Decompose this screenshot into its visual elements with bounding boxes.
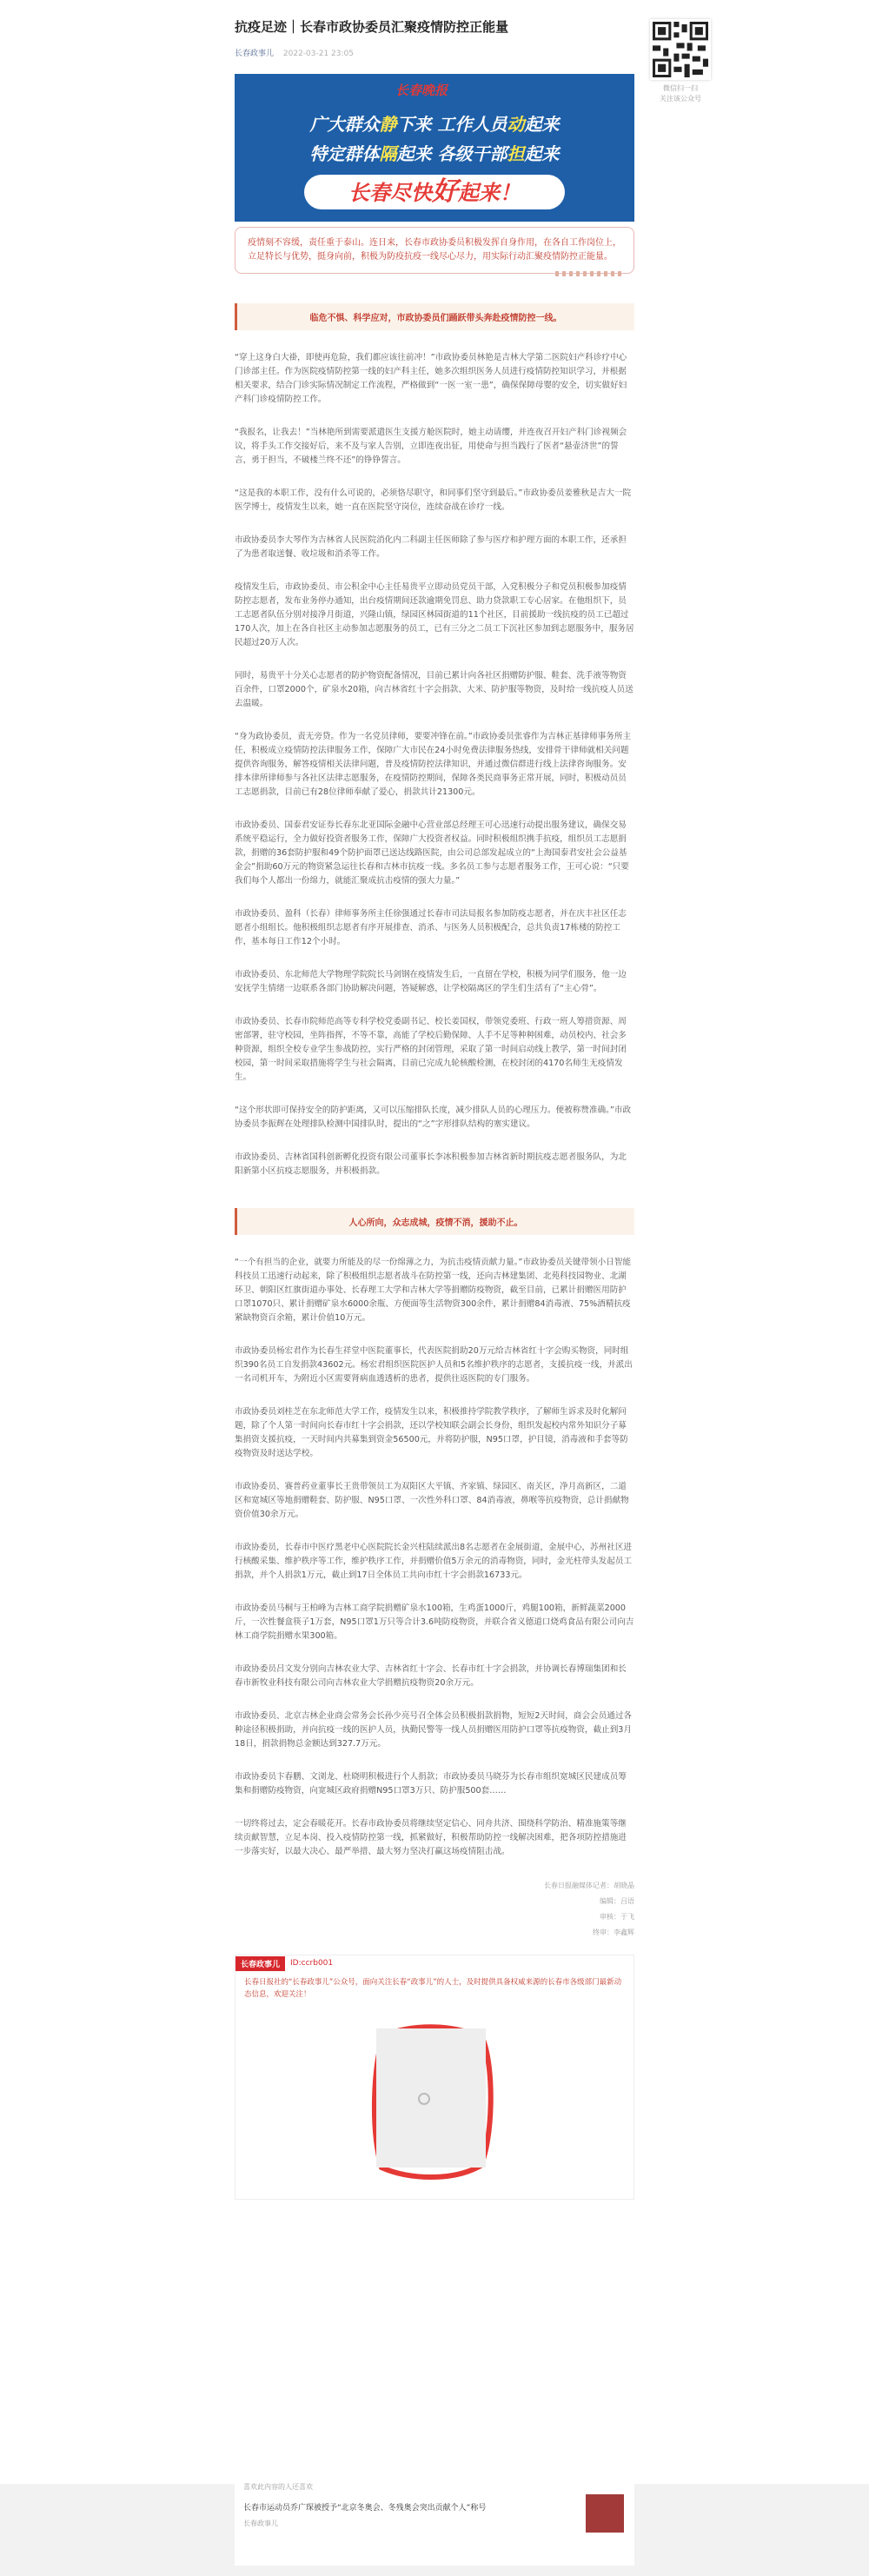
- banner-highlight: 好: [432, 176, 458, 207]
- paragraph: “身为政协委员，责无旁贷。作为一名党员律师，要要冲锋在前。”市政协委员张睿作为吉林正基律师事务所主任，积极成立疫情防控法律服务工作，保障广大市民在24小时免费法律服务热线，安排骨干律师就相关问题提供咨询服务，解答疫情相关法律问题，普及疫情防控法律知识，并通过微信群进行线上法律咨询服务。安排本律所律师参与各社区法律志愿服务，在疫情防控期间，保障各类民商事务正常开展，同时，积极动员员工志愿捐款，目前已有28位律师奉献了爱心，捐款共计21300元。: [235, 732, 632, 797]
- paragraph: 市政协委员、北京吉林企业商会常务会长孙少亮号召全体会员积极捐款捐物，短短2天时间，商会会员通过各种途径积极捐助，并向抗疫一线的医护人员，执勤民警等一线人员捐赠医用防护口罩等抗疫物资，截止到3月18日，捐款捐物总金额达到327.7万元。: [235, 1711, 633, 1749]
- banner-text: 起来: [524, 143, 560, 164]
- section-heading-1: 临危不惧、科学应对，市政协委员们踊跃带头奔赴疫情防控一线。: [235, 303, 634, 330]
- banner-text: 长春尽快: [348, 181, 432, 205]
- qr-code-icon[interactable]: [650, 19, 711, 80]
- banner-highlight: 隔: [379, 143, 397, 164]
- paragraph: 市政协委员马桐与王柏峰为吉林工商学院捐赠矿泉水100箱，生鸡蛋1000斤，鸡腿100箱，新鲜蔬菜2000斤，一次性餐盒筷子1万套，N95口罩1万只等合计3.6吨防疫物资，并联合省义德道口烧鸡食品有限公司向吉林工商学院捐赠水果300箱。: [235, 1603, 634, 1641]
- paragraph: “这个形状即可保持安全的防护距离，又可以压缩排队长度，减少排队人员的心理压力。便被称赞准确。”市政协委员李振辉在处理排队检测中国排队时，提出的“之”字形排队结构的塞实建议。: [235, 1105, 632, 1129]
- paragraph: 市政协委员、吉林省国科创新孵化投资有限公司董事长李冰积极参加吉林省新时期抗疫志愿者服务队，为北阳新第小区抗疫志愿服务，并积极捐款。: [235, 1152, 627, 1176]
- credit-editor: 编辑：吕语: [600, 1897, 634, 1905]
- section-1-body: [235, 351, 634, 1178]
- paragraph: 疫情发生后，市政协委员、市公积金中心主任易贵平立即动员党员干部，入党积极分子和党员积极参加疫情防控志愿者，发布业务停办通知，出台疫情期间还款逾期免罚息、助力贷款职工专心居家。在他组织下，员工志愿者队伍分别对接净月街道，兴隆山镇，绿园区林园街道的11个社区，目前援助一线抗疫的员工已超过170人次，加上在各自社区主动参加志愿服务的员工，已有三分之二员工下沉社区参加到志愿服务中，服务居民超过20万人次。: [235, 582, 634, 647]
- related-title-link[interactable]: 长春市运动员乔广琛被授予“北京冬奥会、冬残奥会突出贡献个人”称号: [243, 2504, 487, 2513]
- banner-text: 起来！: [458, 181, 521, 205]
- credit-review: 审核：于飞: [600, 1913, 634, 1921]
- credit-source: 长春日报融媒体记者：胡晓晶: [544, 1882, 634, 1889]
- card-qr-code[interactable]: [366, 2018, 496, 2183]
- banner-line-3: [304, 175, 565, 209]
- account-promo-card: [235, 1955, 634, 2200]
- banner-text: 特定群体: [309, 143, 380, 164]
- banner-highlight: 动: [507, 114, 525, 135]
- banner-logo: 长春晚报: [395, 83, 448, 98]
- paragraph: 市政协委员卞春鹏、文浏龙、杜晓明积极进行个人捐款；市政协委员马晓芬为长春市组织宽城区民建成员筹集和捐赠防疫物资，向宽城区政府捐赠N95口罩3万只、防护服500套……: [235, 1772, 627, 1796]
- section-2-body: [235, 1256, 634, 1859]
- paragraph: 市政协委员、长春市院师范高等专科学校党委副书记、校长姜国权，带领党委班、行政一班人筹措资源、周密部署，驻守校园，坐阵指挥，不等不靠，高能了学校后勤保障、人手不足等种种困难，动员校内、社会多种资源，组织全校专业学生参战防控，实行严格的封闭管理，采取了第一时间启动线上教学，第一时间封闭校园，第一时间采取措施将学生与社会隔离，目前已完成九轮核酸检测，在校封闭的4170名师生无疫情发生。: [235, 1017, 627, 1082]
- publish-date: 2022-03-21 23:05: [282, 50, 354, 58]
- paragraph: 市政协委员、赛普药业董事长王贵带领员工为双阳区大平镇、齐家镇、绿园区、南关区，净月高新区，二道区和宽城区等地捐赠鞋套、防护服、N95口罩、一次性外科口罩、84消毒液，鼻喉等抗疫物资，总计捐献物资价值30余万元。: [235, 1482, 629, 1519]
- related-thumbnail[interactable]: [586, 2494, 624, 2533]
- paragraph: “穿上这身白大褂，即使再危险，我们都应该往前冲！”市政协委员林艳是吉林大学第二医院妇产科诊疗中心门诊部主任。作为医院疫情防控第一线的妇产科主任，她多次组织医务人员进行疫情防控知识学习，并根据相关要求，结合门诊实际情况制定工作流程，严格做到“一医一室一患”，确保保障母婴的安全，切实做好妇产科门诊疫情防控工作。: [235, 353, 627, 404]
- paragraph: 同时，易贵平十分关心志愿者的防护物资配备情况，目前已累计向各社区捐赠防护服、鞋套、洗手液等物资百余件，口罩2000个，矿泉水20箱，向吉林省红十字会捐款、大米、防护服等物资，及时给一线抗疫人员送去温暖。: [235, 671, 634, 708]
- article-meta: [235, 47, 634, 58]
- paragraph: 市政协委员杨宏君作为长春生祥堂中医院董事长，代表医院捐助20万元给吉林省红十字会购买物资，同时组织390名员工自发捐款43602元。杨宏君组织医院医护人员和5名维护秩序的志愿者，支援抗疫一线，并派出一名司机开车，为附近小区需要肾病血透透析的患者，提供往返医院的专门服务。: [235, 1346, 633, 1384]
- paragraph: 市政协委员、盈科（长春）律师事务所主任徐强通过长春市司法局报名参加防疫志愿者，并在庆丰社区任志愿者小组组长。他积极组织志愿者有序开展排查、消杀、与医务人员积极配合，总共负责17栋楼的防控工作，基本每日工作12个小时。: [235, 909, 627, 946]
- qr-placeholder: [376, 2028, 486, 2168]
- banner-text: 起来 各级干部: [396, 143, 507, 164]
- card-account-id: ID:ccrb001: [290, 1959, 334, 1968]
- banner-line-2: [245, 140, 624, 165]
- intro-text: 疫情刻不容缓，责任重于泰山。连日来，长春市政协委员积极发挥自身作用，在各自工作岗位上，立足特长与优势，挺身向前，积极为防疫抗疫一线尽心尽力，用实际行动汇聚疫情防控正能量。: [248, 238, 621, 262]
- article: [235, 17, 634, 2200]
- article-credits: [235, 1878, 634, 1941]
- account-name-link[interactable]: 长春政事儿: [235, 50, 275, 58]
- paragraph: 市政协委员吕文发分别向吉林农业大学、吉林省红十字会、长春市红十字会捐款，并协调长春博瑞集团和长春市新牧业科技有限公司向吉林农业大学捐赠抗疫物资20余万元。: [235, 1664, 627, 1688]
- banner-line-1: [245, 110, 624, 136]
- banner-highlight: 担: [507, 143, 525, 164]
- paragraph: 市政协委员，长春市中医疗黑老中心医院院长金兴柱陆续派出8名志愿者在金展街道，金展中心，苏州社区进行核酸采集、维护秩序等工作，维护秩序工作，并捐赠价值5万余元的消毒物资，同时，金光柱带头发起员工捐款，并个人捐款1万元，截止到17日全体员工共向市红十字会捐款16733元。: [235, 1543, 633, 1580]
- paragraph: 市政协委员、东北师范大学物理学院院长马剑钢在疫情发生后，一直留在学校，积极为同学们服务，他一边安抚学生情绪一边联系各部门协助解决问题，答疑解惑，让学校隔离区的学生们生活有了“主心骨”。: [235, 970, 627, 993]
- qr-caption-2: 关注该公众号: [660, 95, 701, 103]
- banner-highlight: 静: [379, 114, 397, 135]
- article-title: 抗疫足迹｜长春市政协委员汇聚疫情防控正能量: [235, 19, 509, 35]
- qr-code-graphic: [653, 22, 708, 77]
- banner-image: [235, 74, 634, 222]
- card-header: [235, 1955, 634, 1971]
- banner-text: 广大群众: [309, 114, 380, 135]
- related-source: 长春政事儿: [243, 2520, 278, 2527]
- card-description: 长春日报社的“长春政事儿”公众号，面向关注长春“政事儿”的人士，及时提供具备权威来源的长春市各级部门最新动态信息，欢迎关注！: [244, 1978, 622, 1999]
- paragraph: “一个有担当的企业，就要力所能及的尽一份绵薄之力，为抗击疫情贡献力量。”市政协委员关键带领小日智能科技员工迅速行动起来，除了积极组织志愿者战斗在防控第一线，还向吉林建集团、北苑科技园物业、北湖环卫、朝阳区红旗街道办事处、长春理工大学和吉林大学等捐赠防疫物资，截至目前，已累计捐赠医用防护口罩1070只、累计捐赠矿泉水6000余瓶、方便面等生活物资300余件，累计捐赠84消毒液、75%酒精抗疫紧缺物资百余箱，累计价值10万元。: [235, 1258, 632, 1323]
- paragraph: “我报名，让我去！”当林艳所到需要派遣医生支援方舱医院时，她主动请缨，并连夜召开妇产科门诊视频会议，将手头工作交接好后，来不及与家人告别，立即连夜出征，用使命与担当践行了医者“悬壶济世”的誓言，勇于担当，不破楼兰终不还”的铮铮誓言。: [235, 428, 627, 465]
- decorative-dots: [555, 271, 625, 276]
- credit-final: 终审：李鑫辉: [593, 1929, 634, 1936]
- qr-caption-1: 微信扫一扫: [663, 84, 698, 92]
- paragraph: 市政协委员、国泰君安证券长春东北亚国际金融中心营业部总经理王可心迅速行动提出服务建议，确保交易系统平稳运行，全力做好投资者服务工作，保障广大投资者权益。同时积极组织携手抗疫，组织员工志愿捐款，捐赠的36套防护服和49个防护面罩已送达线路医院，由公司总部发起成立的“上海国泰君安社会公益基金会”捐助60万元的物资紧急运往长春和吉林市抗疫一线。多名员工参与志愿者服务工作，王可心说：“只要我们每个人都出一份绵力，就能汇聚成抗击疫情的强大力量。”: [235, 820, 629, 886]
- loading-icon: [418, 2093, 430, 2105]
- card-tag: 长春政事儿: [235, 1956, 285, 1971]
- banner-text: 起来: [524, 114, 560, 135]
- related-article-card[interactable]: [235, 2475, 634, 2566]
- paragraph: 一切终将过去，定会春暖花开。长春市政协委员将继续坚定信心、同舟共济、围绕科学防治、精准施策等继续贡献智慧，立足本岗、投入疫情防控第一线，抓紧做好，积极帮助防控一线解决困难，把各项防控措施进一步落实好，以最大决心、最严举措、最大努力坚决打赢这场疫情阻击战。: [235, 1819, 627, 1856]
- section-heading-2: 人心所向，众志成城，疫情不消，援助不止。: [235, 1208, 634, 1235]
- paragraph: 市政协委员李大琴作为吉林省人民医院消化内二科副主任医师除了参与医疗和护理方面的本职工作，还承担了为患者取送餐、收垃圾和消杀等工作。: [235, 535, 627, 559]
- banner-text: 下来 工作人员: [396, 114, 507, 135]
- intro-box: [235, 227, 634, 274]
- follow-qr-panel: [650, 19, 711, 104]
- paragraph: “这是我的本职工作，没有什么可说的，必须恪尽职守，和同事们坚守到最后。”市政协委员姜雅秋是吉大一院医学博士，疫情发生以来，她一直在医院坚守岗位，连续奋战在诊疗一线。: [235, 488, 632, 512]
- paragraph: 市政协委员刘桂芝在东北师范大学工作，疫情发生以来，积极推持学院教学秩序，了解师生诉求及时化解问题，除了个人第一时间向长春市红十字会捐款，还以学校知联会副会长身份，组织发起校内常外知识分子募集捐资支援抗疫，一天时间内共募集到资金56500元，并将防护服，N95口罩，护目镜，消毒液和手套等防疫物资及时送达学校。: [235, 1407, 628, 1458]
- related-label: 喜欢此内容的人还喜欢: [243, 2483, 313, 2491]
